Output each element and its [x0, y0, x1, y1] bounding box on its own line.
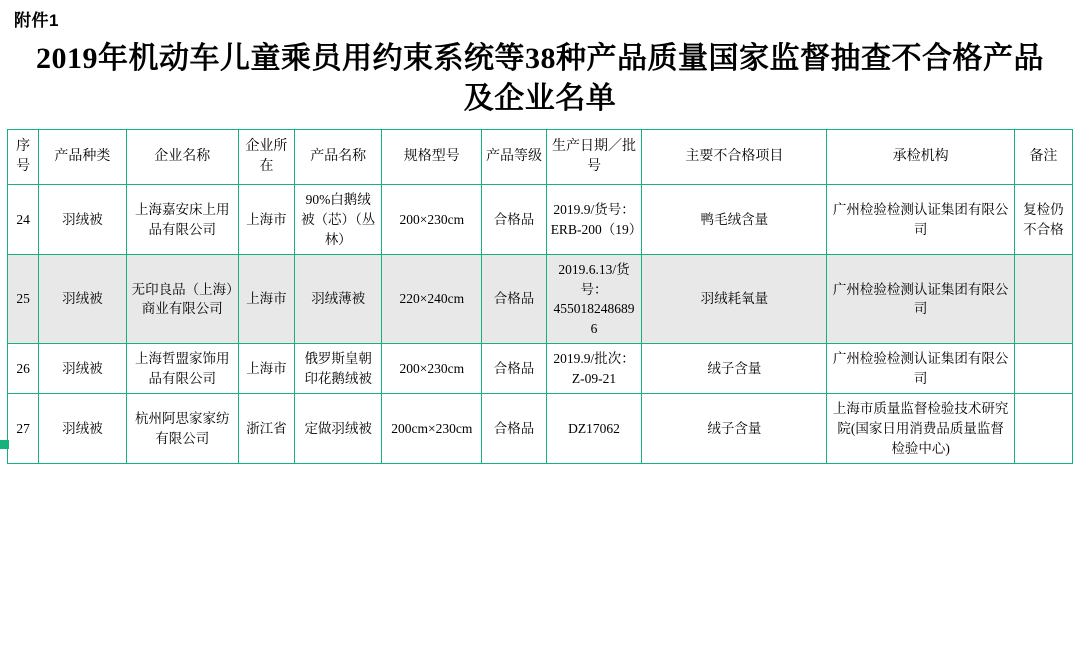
table-row	[8, 255, 1073, 344]
cell-product: 90%白鹅绒被（芯）（丛林）	[295, 185, 382, 255]
cell-grade: 合格品	[482, 185, 546, 255]
table-header	[8, 129, 1073, 185]
cell-remark	[1014, 394, 1072, 464]
document-page	[0, 6, 1080, 646]
cell-product: 羽绒薄被	[295, 255, 382, 344]
cell-spec: 200×230cm	[382, 185, 482, 255]
column-header-spec: 规格型号	[382, 129, 482, 185]
cell-date-batch: DZ17062	[546, 394, 642, 464]
column-header-index: 序号	[8, 129, 39, 185]
table-header-row	[8, 129, 1073, 185]
cell-product: 俄罗斯皇朝印花鹅绒被	[295, 344, 382, 394]
cell-remark	[1014, 344, 1072, 394]
column-header-grade: 产品等级	[482, 129, 546, 185]
cell-inspector: 上海市质量监督检验技术研究院(国家日用消费品质量监督检验中心)	[827, 394, 1014, 464]
column-header-remark: 备注	[1014, 129, 1072, 185]
table-row	[8, 394, 1073, 464]
cell-remark	[1014, 255, 1072, 344]
cell-index: 24	[8, 185, 39, 255]
cell-defect: 鸭毛绒含量	[642, 185, 827, 255]
cell-company: 杭州阿思家家纺有限公司	[126, 394, 238, 464]
cell-grade: 合格品	[482, 255, 546, 344]
cell-date-batch: 2019.9/货号：ERB-200（19）	[546, 185, 642, 255]
cell-category: 羽绒被	[39, 255, 126, 344]
cell-category: 羽绒被	[39, 344, 126, 394]
cell-remark: 复检仍不合格	[1014, 185, 1072, 255]
cell-category: 羽绒被	[39, 394, 126, 464]
cell-index: 25	[8, 255, 39, 344]
cell-defect: 绒子含量	[642, 344, 827, 394]
selection-marker	[0, 440, 9, 449]
column-header-inspector: 承检机构	[827, 129, 1014, 185]
cell-index: 27	[8, 394, 39, 464]
cell-defect: 绒子含量	[642, 394, 827, 464]
cell-index: 26	[8, 344, 39, 394]
cell-spec: 200cm×230cm	[382, 394, 482, 464]
table-body	[8, 185, 1073, 464]
page-title: 2019年机动车儿童乘员用约束系统等38种产品质量国家监督抽查不合格产品及企业名单	[36, 42, 1044, 115]
cell-inspector: 广州检验检测认证集团有限公司	[827, 344, 1014, 394]
cell-grade: 合格品	[482, 394, 546, 464]
cell-location: 上海市	[238, 185, 294, 255]
cell-date-batch: 2019.9/批次：Z-09-21	[546, 344, 642, 394]
attachment-label: 附件1	[14, 11, 59, 30]
column-header-category: 产品种类	[39, 129, 126, 185]
cell-location: 浙江省	[238, 394, 294, 464]
cell-location: 上海市	[238, 255, 294, 344]
cell-inspector: 广州检验检测认证集团有限公司	[827, 255, 1014, 344]
cell-date-batch: 2019.6.13/货号：4550182486896	[546, 255, 642, 344]
column-header-location: 企业所在	[238, 129, 294, 185]
cell-inspector: 广州检验检测认证集团有限公司	[827, 185, 1014, 255]
cell-spec: 200×230cm	[382, 344, 482, 394]
column-header-date-batch: 生产日期／批号	[546, 129, 642, 185]
cell-company: 上海嘉安床上用品有限公司	[126, 185, 238, 255]
unqualified-products-table	[7, 129, 1073, 464]
column-header-product: 产品名称	[295, 129, 382, 185]
cell-company: 上海哲盟家饰用品有限公司	[126, 344, 238, 394]
cell-location: 上海市	[238, 344, 294, 394]
table-row	[8, 344, 1073, 394]
cell-category: 羽绒被	[39, 185, 126, 255]
column-header-company: 企业名称	[126, 129, 238, 185]
cell-company: 无印良品（上海）商业有限公司	[126, 255, 238, 344]
cell-grade: 合格品	[482, 344, 546, 394]
cell-defect: 羽绒耗氧量	[642, 255, 827, 344]
table-row	[8, 185, 1073, 255]
cell-spec: 220×240cm	[382, 255, 482, 344]
column-header-defect: 主要不合格项目	[642, 129, 827, 185]
cell-product: 定做羽绒被	[295, 394, 382, 464]
